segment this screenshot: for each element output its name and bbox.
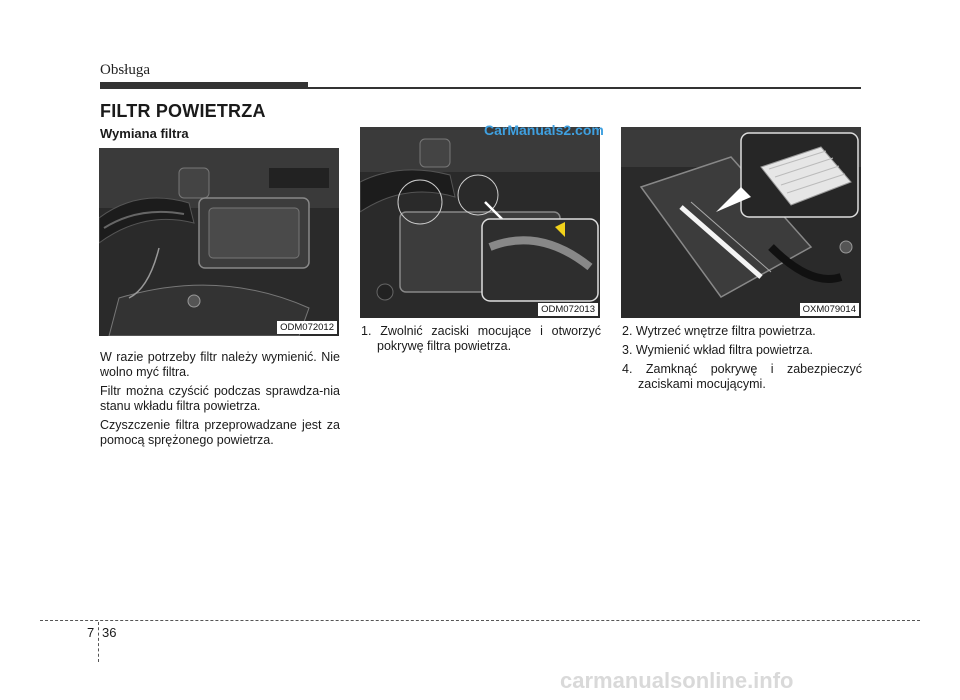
step-2-wipe-interior: 2. Wytrzeć wnętrze filtra powietrza. <box>622 324 816 338</box>
photo-code-3: OXM079014 <box>800 303 859 316</box>
photo-code-1: ODM072012 <box>277 321 337 334</box>
engine-photo-2 <box>360 127 600 318</box>
paragraph-clean-filter: Filtr można czyścić podczas sprawdza-nia stanu wkładu filtra powietrza. <box>100 384 340 413</box>
engine-photo-1 <box>99 148 339 336</box>
footer-divider <box>98 622 99 662</box>
watermark-bottom: carmanualsonline.info <box>560 668 794 693</box>
engine-bay-illustration <box>99 148 339 336</box>
step-3-replace-element: 3. Wymienić wkład filtra powietrza. <box>622 343 813 357</box>
watermark-top: CarManuals2.com <box>484 122 604 138</box>
step-1-release-clips: 1. Zwolnić zaciski mocujące i otworzyć pokrywę filtra powietrza. <box>361 324 601 353</box>
subsection-title: Wymiana filtra <box>100 126 189 141</box>
chapter-number: 7 <box>87 625 95 640</box>
paragraph-replace-filter: W razie potrzeby filtr należy wymienić. Nie wolno myć filtra. <box>100 350 340 379</box>
filter-element-illustration <box>621 127 861 318</box>
engine-photo-3 <box>621 127 861 318</box>
footer-rule <box>40 620 920 621</box>
page-number: 36 <box>102 625 117 640</box>
photo-code-2: ODM072013 <box>538 303 598 316</box>
running-header: Obsługa <box>100 62 150 78</box>
section-title: FILTR POWIETRZA <box>100 101 266 121</box>
step-4-close-cover: 4. Zamknąć pokrywę i zabezpieczyć zaciskami mocującymi. <box>622 362 862 391</box>
header-rule <box>308 87 861 89</box>
header-bar <box>100 82 308 89</box>
paragraph-compressed-air: Czyszczenie filtra przeprowadzane jest za pomocą sprężonego powietrza. <box>100 418 340 447</box>
clip-release-illustration <box>360 127 600 318</box>
